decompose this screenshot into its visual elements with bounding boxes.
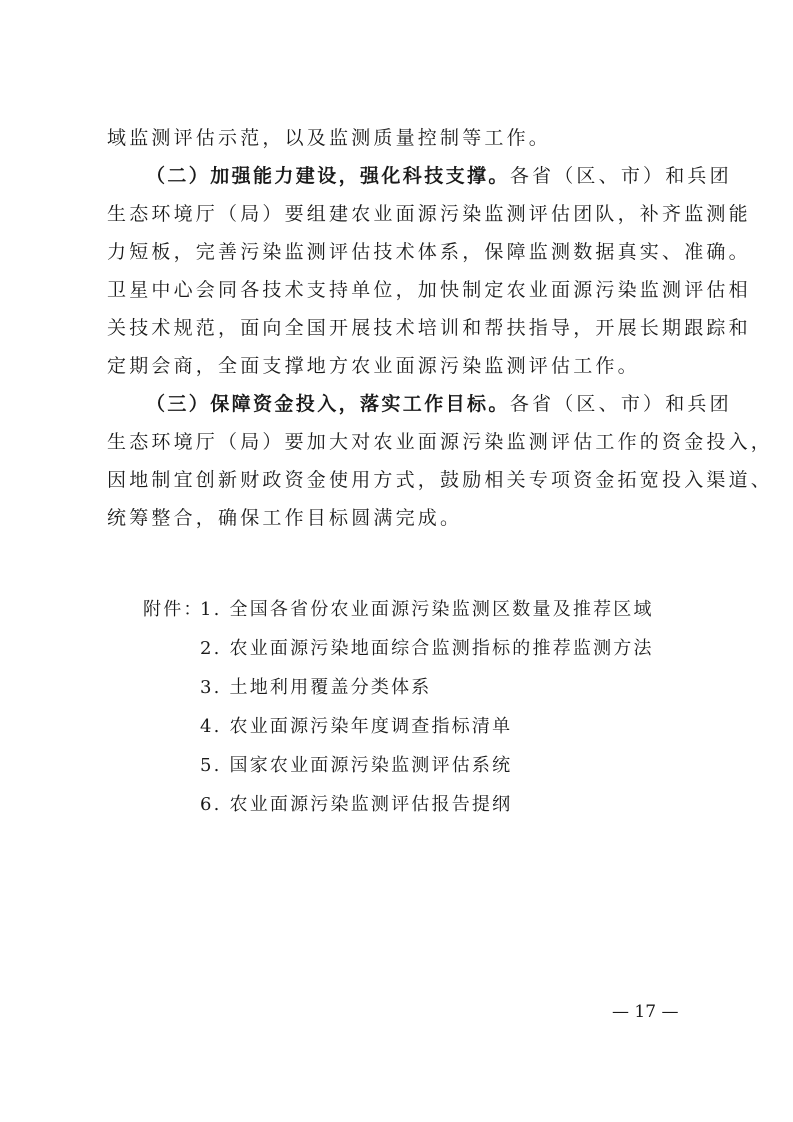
body-line-1: 域监测评估示范，以及监测质量控制等工作。 [107, 127, 552, 149]
attachment-item-4: 4. 农业面源污染年度调查指标清单 [200, 716, 513, 737]
body-line-6: 定期会商，全面支撑地方农业面源污染监测评估工作。 [107, 355, 640, 377]
attachment-item-2: 2. 农业面源污染地面综合监测指标的推荐监测方法 [200, 638, 654, 659]
attachments-label: 附件： [143, 599, 204, 620]
section-3-heading: （三）保障资金投入，落实工作目标。 [146, 393, 510, 415]
body-line-7: 生态环境厅（局）要加大对农业面源污染监测评估工作的资金投入， [107, 431, 774, 453]
attachment-item-6: 6. 农业面源污染监测评估报告提纲 [200, 794, 513, 815]
body-line-5: 关技术规范，面向全国开展技术培训和帮扶指导，开展长期跟踪和 [107, 317, 751, 339]
section-2-paragraph-start [146, 164, 732, 188]
attachment-item-3: 3. 土地利用覆盖分类体系 [200, 677, 432, 698]
section-3-lead-text: 各省（区、市）和兵团 [509, 393, 732, 415]
body-line-2: 生态环境厅（局）要组建农业面源污染监测评估团队，补齐监测能 [107, 203, 751, 225]
section-3-paragraph-start [146, 392, 732, 416]
page-number: — 17 — [612, 1002, 679, 1022]
body-line-9: 统筹整合，确保工作目标圆满完成。 [107, 507, 463, 529]
attachment-item-1: 1. 全国各省份农业面源污染监测区数量及推荐区域 [200, 599, 654, 620]
body-line-4: 卫星中心会同各技术支持单位，加快制定农业面源污染监测评估相 [107, 279, 751, 301]
body-line-3: 力短板，完善污染监测评估技术体系，保障监测数据真实、准确。 [107, 241, 751, 263]
body-line-8: 因地制宜创新财政资金使用方式，鼓励相关专项资金拓宽投入渠道、 [107, 469, 774, 491]
section-2-lead-text: 各省（区、市）和兵团 [509, 165, 732, 187]
attachment-item-5: 5. 国家农业面源污染监测评估系统 [200, 755, 513, 776]
section-2-heading: （二）加强能力建设，强化科技支撑。 [146, 165, 510, 187]
